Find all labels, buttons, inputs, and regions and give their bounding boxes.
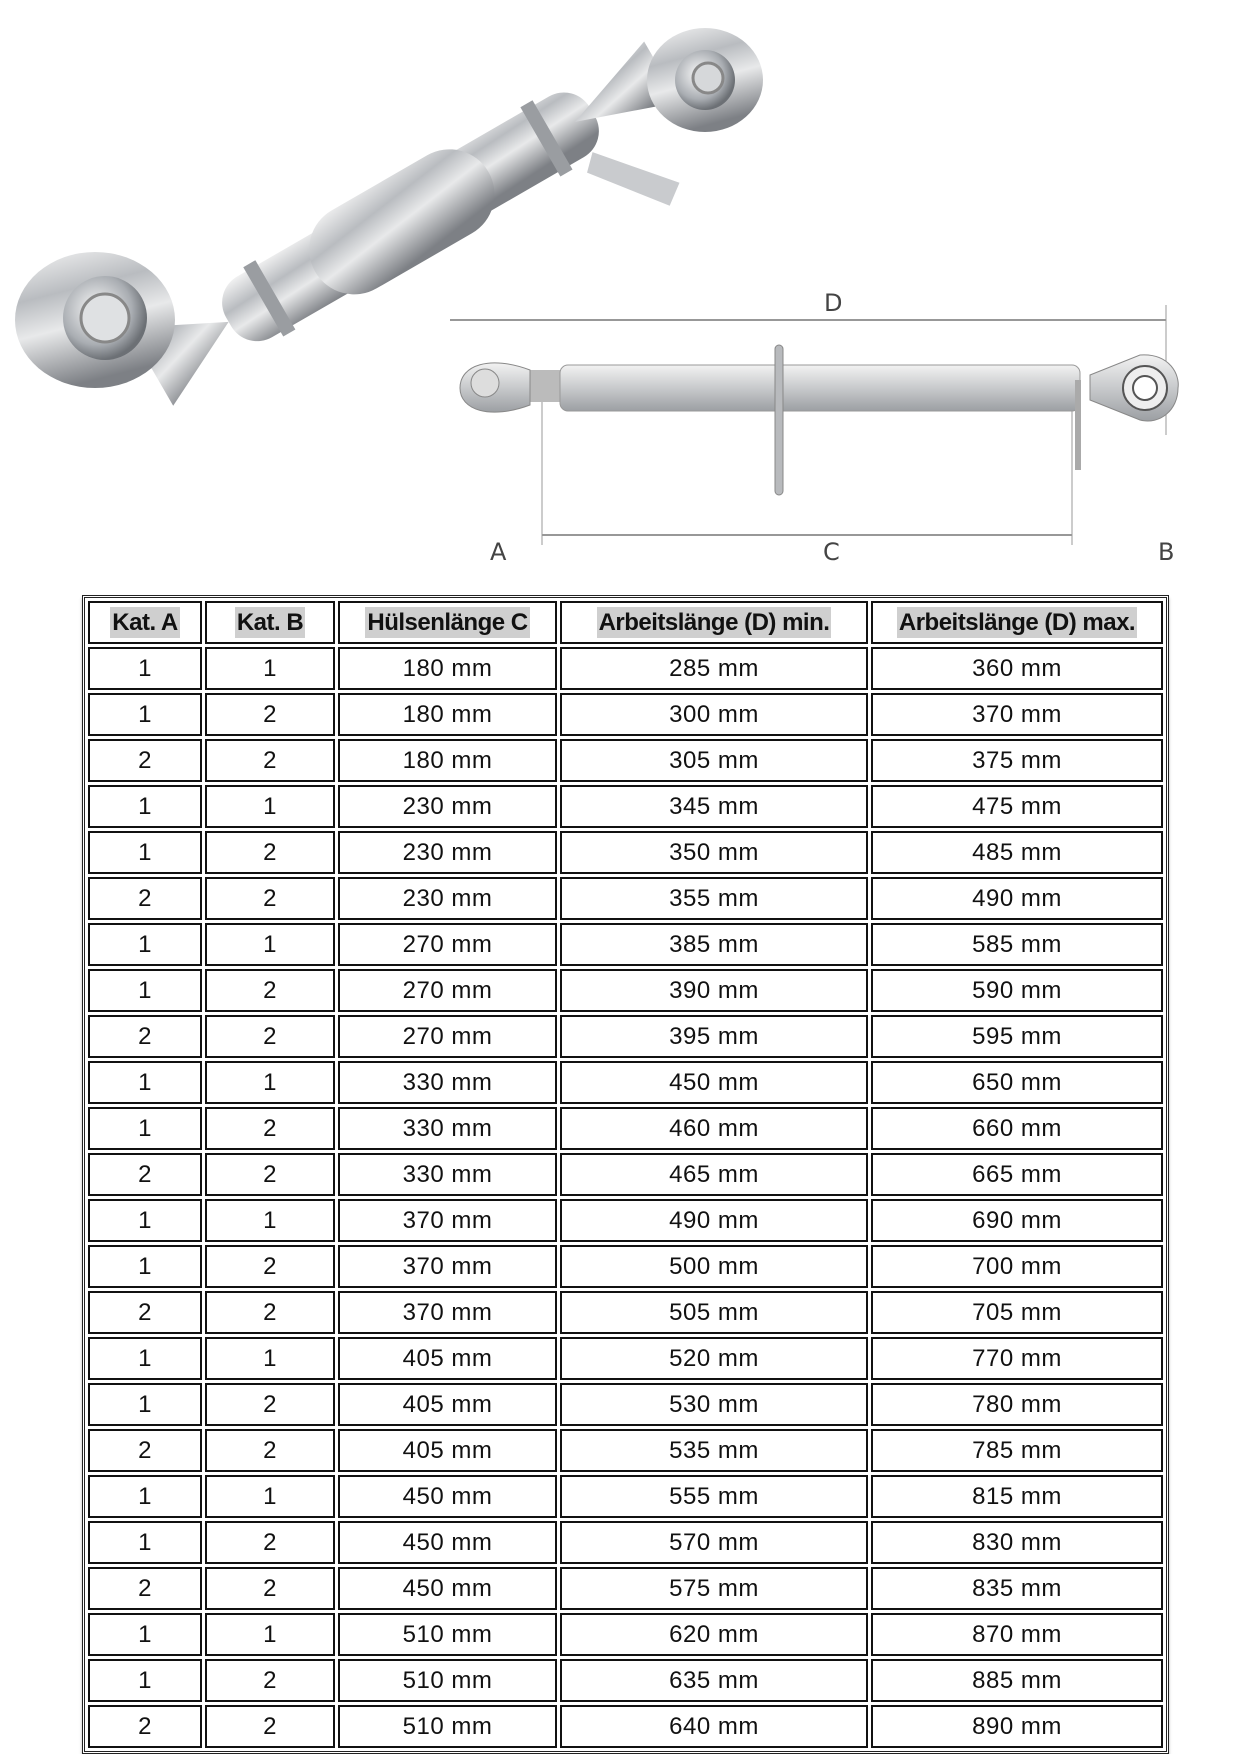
table-row [88,739,1163,782]
cell-working-length-min [560,831,868,874]
cell-value: 405 mm [402,1436,493,1464]
cell-sleeve-length [338,1061,557,1104]
cell-value: 2 [263,1160,277,1188]
cell-value: 1 [138,1528,152,1556]
cell-value: 385 mm [669,930,759,958]
cell-value: 590 mm [972,976,1062,1004]
cell-kat-b [205,1475,335,1518]
cell-working-length-min [560,1245,868,1288]
cell-value: 500 mm [669,1252,759,1280]
cell-working-length-min [560,647,868,690]
cell-value: 640 mm [669,1712,759,1740]
cell-working-length-min [560,969,868,1012]
table-row [88,1245,1163,1288]
cell-value: 1 [263,1206,277,1234]
cell-sleeve-length [338,1383,557,1426]
cell-value: 2 [263,1666,277,1694]
cell-value: 355 mm [669,884,759,912]
table-row [88,1107,1163,1150]
cell-kat-b [205,1705,335,1748]
cell-working-length-max [871,1383,1163,1426]
cell-value: 2 [263,838,277,866]
cell-kat-b [205,1337,335,1380]
cell-value: 2 [138,884,152,912]
cell-value: 575 mm [669,1574,759,1602]
table-row [88,1475,1163,1518]
cell-value: 2 [263,1436,277,1464]
cell-kat-a [88,1061,202,1104]
cell-value: 2 [138,746,152,774]
cell-kat-a [88,1337,202,1380]
cell-working-length-min [560,785,868,828]
cell-value: 270 mm [402,930,493,958]
cell-sleeve-length [338,877,557,920]
cell-working-length-max [871,785,1163,828]
cell-working-length-min [560,1199,868,1242]
cell-value: 830 mm [972,1528,1062,1556]
cell-value: 1 [263,930,277,958]
cell-value: 2 [138,1298,152,1326]
cell-value: 1 [138,1666,152,1694]
cell-working-length-min [560,1107,868,1150]
cell-kat-b [205,1199,335,1242]
cell-sleeve-length [338,1245,557,1288]
cell-working-length-min [560,1291,868,1334]
cell-value: 1 [138,1114,152,1142]
cell-sleeve-length [338,831,557,874]
cell-sleeve-length [338,647,557,690]
cell-value: 370 mm [402,1298,493,1326]
cell-value: 450 mm [402,1528,493,1556]
label-d: D [824,289,843,317]
cell-value: 1 [263,1068,277,1096]
cell-value: 375 mm [972,746,1062,774]
cell-working-length-max [871,739,1163,782]
cell-value: 345 mm [669,792,759,820]
cell-value: 2 [263,1390,277,1418]
table-header-row [88,601,1163,644]
cell-value: 405 mm [402,1344,493,1372]
cell-sleeve-length [338,1475,557,1518]
cell-kat-b [205,1383,335,1426]
header-label: Hülsenlänge C [367,608,528,636]
cell-value: 330 mm [402,1114,493,1142]
cell-value: 1 [138,792,152,820]
cell-kat-a [88,647,202,690]
cell-value: 520 mm [669,1344,759,1372]
cell-value: 2 [263,746,277,774]
cell-working-length-max [871,1015,1163,1058]
cell-value: 835 mm [972,1574,1062,1602]
cell-value: 650 mm [972,1068,1062,1096]
cell-value: 1 [138,930,152,958]
cell-value: 2 [138,1160,152,1188]
cell-value: 1 [138,1344,152,1372]
cell-sleeve-length [338,1199,557,1242]
cell-kat-a [88,1613,202,1656]
table-row [88,923,1163,966]
cell-working-length-max [871,1613,1163,1656]
cell-sleeve-length [338,1429,557,1472]
cell-kat-a [88,1015,202,1058]
cell-kat-a [88,831,202,874]
cell-working-length-max [871,1337,1163,1380]
cell-kat-a [88,1475,202,1518]
table-row [88,1291,1163,1334]
cell-kat-a [88,1153,202,1196]
cell-value: 2 [138,1022,152,1050]
cell-value: 2 [263,976,277,1004]
table-row [88,1521,1163,1564]
cell-working-length-max [871,831,1163,874]
cell-working-length-max [871,1153,1163,1196]
cell-working-length-min [560,1061,868,1104]
cell-kat-b [205,1567,335,1610]
cell-sleeve-length [338,1705,557,1748]
cell-value: 350 mm [669,838,759,866]
table-row [88,1015,1163,1058]
cell-value: 2 [263,1298,277,1326]
cell-working-length-max [871,693,1163,736]
header-label: Arbeitslänge (D) max. [898,608,1136,636]
cell-value: 1 [263,654,277,682]
cell-value: 570 mm [669,1528,759,1556]
dimensions-table [82,595,1169,1754]
cell-sleeve-length [338,1613,557,1656]
cell-value: 2 [263,1114,277,1142]
cell-value: 230 mm [402,838,493,866]
cell-value: 510 mm [402,1620,493,1648]
cell-value: 370 mm [972,700,1062,728]
cell-value: 2 [263,1022,277,1050]
cell-value: 700 mm [972,1252,1062,1280]
cell-kat-b [205,1015,335,1058]
cell-value: 1 [138,1252,152,1280]
header-kat-a [88,601,202,644]
cell-value: 690 mm [972,1206,1062,1234]
table-body [88,647,1163,1748]
cell-value: 1 [263,1482,277,1510]
cell-working-length-max [871,647,1163,690]
header-label: Kat. B [236,608,304,636]
cell-value: 1 [263,1344,277,1372]
cell-value: 270 mm [402,976,493,1004]
cell-value: 180 mm [402,700,493,728]
cell-working-length-max [871,969,1163,1012]
cell-kat-b [205,1659,335,1702]
cell-value: 2 [263,1252,277,1280]
cell-working-length-min [560,1153,868,1196]
table-row [88,1567,1163,1610]
cell-value: 770 mm [972,1344,1062,1372]
cell-kat-a [88,1659,202,1702]
cell-value: 530 mm [669,1390,759,1418]
cell-value: 230 mm [402,792,493,820]
cell-kat-a [88,923,202,966]
cell-value: 870 mm [972,1620,1062,1648]
cell-sleeve-length [338,923,557,966]
cell-value: 2 [263,1712,277,1740]
cell-kat-b [205,923,335,966]
cell-working-length-min [560,1337,868,1380]
cell-value: 890 mm [972,1712,1062,1740]
cell-value: 2 [138,1574,152,1602]
cell-working-length-min [560,1429,868,1472]
cell-value: 390 mm [669,976,759,1004]
cell-value: 270 mm [402,1022,493,1050]
header-sleeve-length [338,601,557,644]
table-row [88,1061,1163,1104]
cell-kat-b [205,1429,335,1472]
cell-working-length-min [560,923,868,966]
cell-working-length-max [871,1291,1163,1334]
cell-working-length-max [871,1659,1163,1702]
cell-sleeve-length [338,1567,557,1610]
cell-value: 1 [138,700,152,728]
cell-value: 2 [263,1528,277,1556]
table-row [88,1429,1163,1472]
cell-kat-b [205,1153,335,1196]
cell-working-length-max [871,1061,1163,1104]
cell-value: 1 [263,792,277,820]
cell-kat-a [88,1705,202,1748]
cell-value: 2 [263,884,277,912]
cell-kat-b [205,785,335,828]
cell-sleeve-length [338,739,557,782]
cell-value: 330 mm [402,1068,493,1096]
cell-value: 1 [138,1620,152,1648]
table-row [88,1705,1163,1748]
cell-value: 305 mm [669,746,759,774]
cell-working-length-max [871,1199,1163,1242]
cell-working-length-min [560,739,868,782]
cell-sleeve-length [338,1107,557,1150]
cell-working-length-min [560,1613,868,1656]
header-label: Arbeitslänge (D) min. [598,608,830,636]
cell-value: 450 mm [402,1574,493,1602]
cell-kat-b [205,877,335,920]
cell-value: 475 mm [972,792,1062,820]
cell-kat-a [88,1199,202,1242]
cell-working-length-min [560,1475,868,1518]
cell-kat-a [88,739,202,782]
cell-value: 490 mm [669,1206,759,1234]
cell-value: 2 [138,1712,152,1740]
header-working-length-min [560,601,868,644]
cell-value: 1 [138,1390,152,1418]
table-row [88,1337,1163,1380]
cell-sleeve-length [338,1659,557,1702]
cell-value: 585 mm [972,930,1062,958]
top-link-drawing [450,285,1220,575]
cell-value: 300 mm [669,700,759,728]
label-c: C [823,538,840,566]
label-a: A [490,538,507,566]
cell-value: 405 mm [402,1390,493,1418]
table-row [88,877,1163,920]
cell-value: 450 mm [402,1482,493,1510]
cell-kat-b [205,1521,335,1564]
cell-value: 230 mm [402,884,493,912]
cell-kat-b [205,1061,335,1104]
cell-sleeve-length [338,1337,557,1380]
cell-kat-b [205,1107,335,1150]
cell-working-length-max [871,1475,1163,1518]
cell-value: 510 mm [402,1712,493,1740]
cell-kat-a [88,1107,202,1150]
cell-value: 705 mm [972,1298,1062,1326]
cell-value: 1 [138,1206,152,1234]
cell-value: 2 [263,700,277,728]
dimension-diagram [450,285,1220,575]
cell-value: 485 mm [972,838,1062,866]
cell-kat-b [205,831,335,874]
cell-value: 535 mm [669,1436,759,1464]
cell-working-length-min [560,1659,868,1702]
cell-working-length-max [871,1429,1163,1472]
cell-working-length-max [871,877,1163,920]
table-row [88,1199,1163,1242]
cell-value: 620 mm [669,1620,759,1648]
cell-working-length-max [871,1521,1163,1564]
cell-sleeve-length [338,969,557,1012]
cell-value: 555 mm [669,1482,759,1510]
cell-working-length-min [560,1521,868,1564]
header-label: Kat. A [112,608,178,636]
cell-working-length-min [560,1567,868,1610]
cell-value: 1 [138,654,152,682]
cell-kat-b [205,1613,335,1656]
cell-value: 1 [263,1620,277,1648]
cell-kat-a [88,1291,202,1334]
table-row [88,1659,1163,1702]
cell-kat-b [205,647,335,690]
cell-value: 660 mm [972,1114,1062,1142]
cell-kat-a [88,1429,202,1472]
header-working-length-max [871,601,1163,644]
header-kat-b [205,601,335,644]
cell-value: 780 mm [972,1390,1062,1418]
cell-value: 330 mm [402,1160,493,1188]
cell-sleeve-length [338,785,557,828]
cell-working-length-min [560,877,868,920]
cell-value: 665 mm [972,1160,1062,1188]
cell-working-length-max [871,923,1163,966]
cell-kat-b [205,969,335,1012]
cell-value: 2 [138,1436,152,1464]
cell-value: 510 mm [402,1666,493,1694]
cell-value: 395 mm [669,1022,759,1050]
cell-kat-a [88,969,202,1012]
cell-value: 460 mm [669,1114,759,1142]
cell-kat-b [205,1245,335,1288]
cell-working-length-min [560,1705,868,1748]
cell-sleeve-length [338,1153,557,1196]
cell-sleeve-length [338,1521,557,1564]
cell-kat-a [88,1567,202,1610]
table-row [88,785,1163,828]
table-row [88,1153,1163,1196]
table-row [88,831,1163,874]
table-row [88,693,1163,736]
cell-working-length-max [871,1705,1163,1748]
cell-value: 370 mm [402,1252,493,1280]
cell-kat-a [88,1383,202,1426]
cell-kat-a [88,785,202,828]
label-b: B [1158,538,1175,566]
cell-value: 595 mm [972,1022,1062,1050]
cell-working-length-max [871,1107,1163,1150]
cell-working-length-max [871,1245,1163,1288]
cell-sleeve-length [338,1291,557,1334]
table-row [88,1613,1163,1656]
cell-value: 465 mm [669,1160,759,1188]
table-row [88,647,1163,690]
cell-kat-a [88,693,202,736]
cell-working-length-max [871,1567,1163,1610]
table-row [88,969,1163,1012]
cell-value: 370 mm [402,1206,493,1234]
cell-value: 180 mm [402,746,493,774]
cell-kat-a [88,1245,202,1288]
cell-sleeve-length [338,1015,557,1058]
cell-value: 360 mm [972,654,1062,682]
cell-kat-a [88,1521,202,1564]
cell-working-length-min [560,1015,868,1058]
cell-value: 1 [138,838,152,866]
cell-value: 635 mm [669,1666,759,1694]
cell-value: 490 mm [972,884,1062,912]
cell-kat-a [88,877,202,920]
cell-kat-b [205,739,335,782]
cell-value: 505 mm [669,1298,759,1326]
cell-kat-b [205,1291,335,1334]
table-row [88,1383,1163,1426]
cell-value: 785 mm [972,1436,1062,1464]
cell-value: 885 mm [972,1666,1062,1694]
cell-value: 815 mm [972,1482,1062,1510]
cell-value: 285 mm [669,654,759,682]
cell-value: 1 [138,1482,152,1510]
cell-kat-b [205,693,335,736]
cell-value: 2 [263,1574,277,1602]
cell-sleeve-length [338,693,557,736]
cell-value: 1 [138,1068,152,1096]
cell-value: 180 mm [402,654,493,682]
cell-working-length-min [560,693,868,736]
cell-value: 450 mm [669,1068,759,1096]
cell-value: 1 [138,976,152,1004]
cell-working-length-min [560,1383,868,1426]
